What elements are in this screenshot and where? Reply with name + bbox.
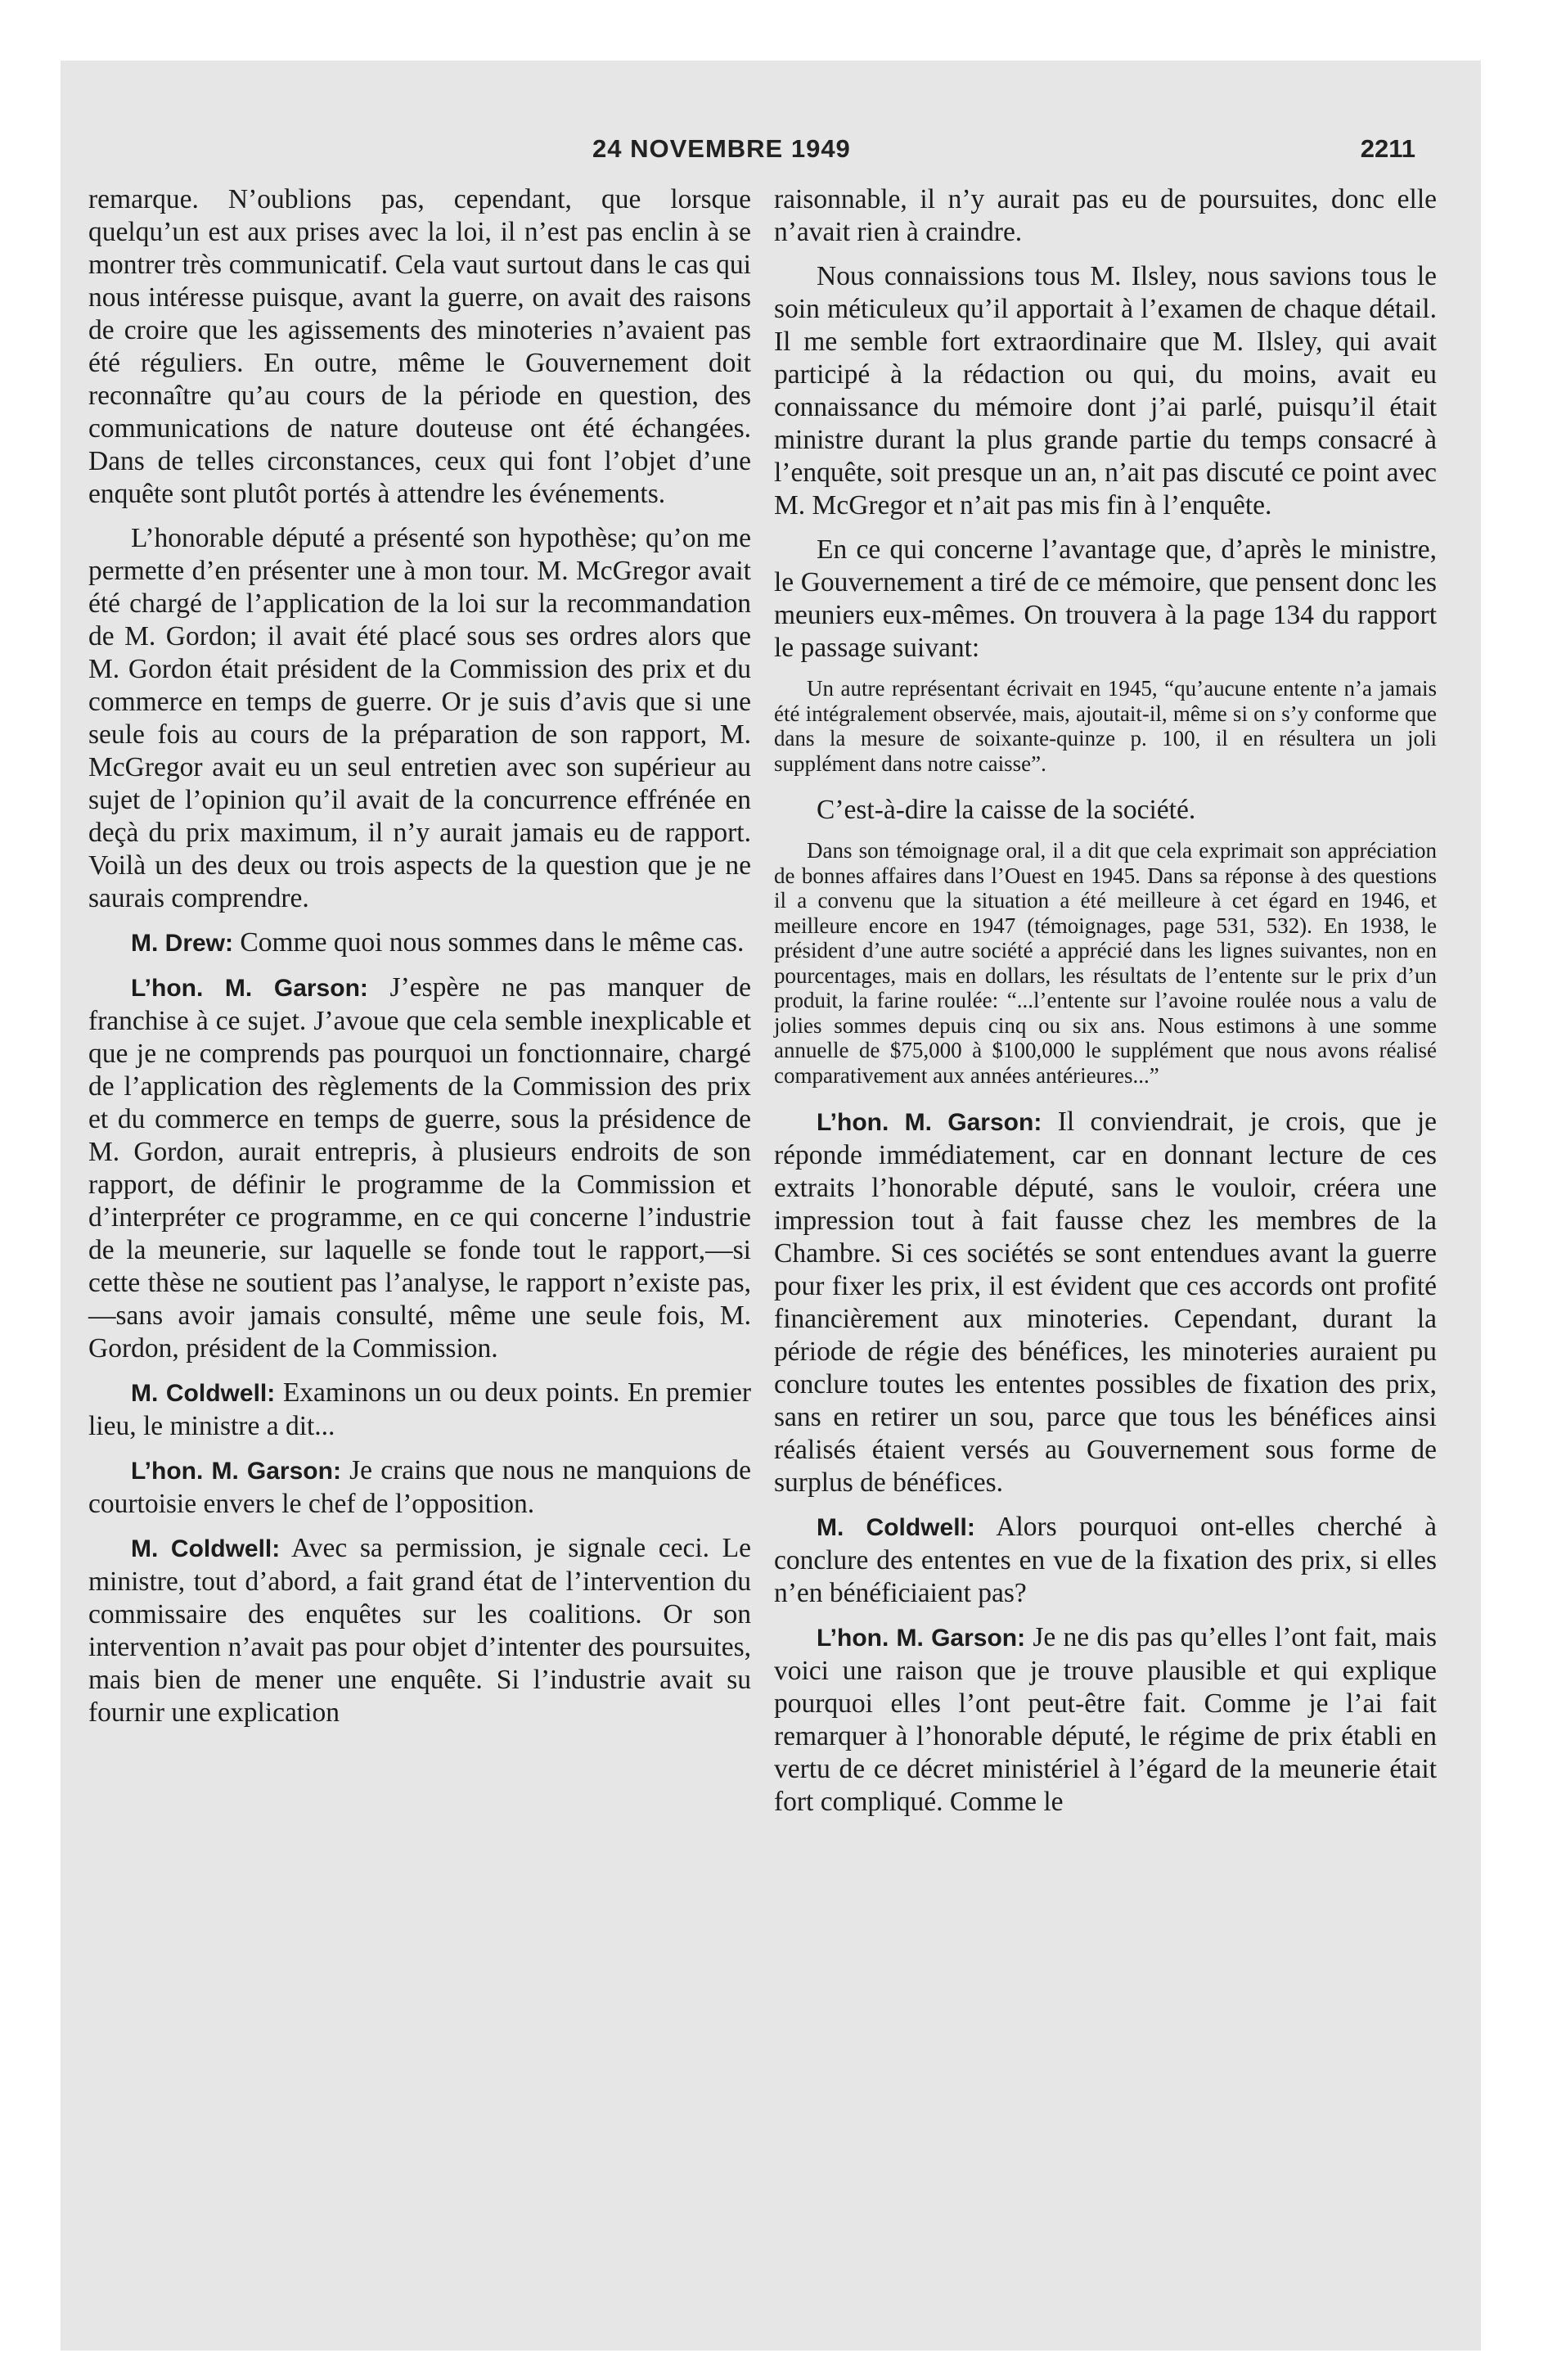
speech: L’hon. M. Garson: Il conviendrait, je crois, que je réponde immédiatement, car en donnant lecture de ces extraits l’honorable député, sans le vouloir, créera une impression tout à fait fausse chez les membres de la Chambre. Si ces sociétés se sont entendues avant la guerre pour fixer les prix, il est évident que ces accords ont profité financièrement aux minoteries. Cependant, durant la période de régie des bénéfices, les minoteries auraient pu conclure toutes les ententes possibles de fixation des prix, sans en retirer un sou, parce que tous les bénéfices ainsi réalisés étaient versés au Gouvernement sous forme de surplus de bénéfices. (774, 1107, 1437, 1498)
speech: L’hon. M. Garson: Je crains que nous ne manquions de courtoisie envers le chef de l’opposition. (88, 1455, 751, 1519)
speech: M. Coldwell: Examinons un ou deux points. En premier lieu, le ministre a dit... (88, 1377, 751, 1441)
speech: M. Coldwell: Alors pourquoi ont-elles cherché à conclure des ententes en vue de la fixation des prix, si elles n’en bénéficiaient pas? (774, 1512, 1437, 1608)
right-column (774, 183, 1437, 1830)
paragraph: C’est-à-dire la caisse de la société. (817, 795, 1196, 825)
quote-text: Dans son témoignage oral, il a dit que cela exprimait son appréciation de bonnes affaires dans l’Ouest en 1945. Dans sa réponse à des questions il a convenu que la situation a été meilleure à cet égard en 1946, et meilleure encore en 1947 (témoignages, page 531, 532). En 1938, le président d’une autre société a apprécié dans les lignes suivantes, non en pourcentages, mais en dollars, les résultats de l’entente sur le prix d’un produit, la farine roulée: “...l’entente sur l’avoine roulée nous a valu de jolies sommes depuis cinq ou six ans. Nous estimons à une somme annuelle de $75,000 à $100,000 le supplément que nous avons réalisé comparativement aux années antérieures...” (774, 838, 1437, 1088)
speaker-name: L’hon. M. Garson: (817, 1625, 1026, 1652)
speech: L’hon. M. Garson: Je ne dis pas qu’elles l’ont fait, mais voici une raison que je trouve plausible et qui explique pourquoi elles l’ont peut-être fait. Comme je l’ai fait remarquer à l’honorable député, le régime de prix établi en vertu de ce décret ministériel à l’égard de la meunerie était fort compliqué. Comme le (774, 1622, 1437, 1817)
page-sheet (61, 61, 1481, 2351)
page-number: 2211 (1360, 134, 1415, 163)
speaker-name: M. Coldwell: (131, 1535, 281, 1562)
speaker-name: L’hon. M. Garson: (131, 1458, 341, 1485)
speaker-name: M. Coldwell: (131, 1380, 276, 1407)
speaker-name: M. Coldwell: (817, 1514, 975, 1541)
block-quote (774, 838, 1437, 1088)
paragraph: En ce qui concerne l’avantage que, d’après le ministre, le Gouvernement a tiré de ce mémoire, que pensent donc les meuniers eux-mêmes. On trouvera à la page 134 du rapport le passage suivant: (774, 534, 1437, 663)
paragraph: remarque. N’oublions pas, cependant, que lorsque quelqu’un est aux prises avec la loi, il n’est pas enclin à se montrer très communicatif. Cela vaut surtout dans le cas qui nous intéresse puisque, avant la guerre, on avait des raisons de croire que les agissements des minoteries n’avaient pas été réguliers. En outre, même le Gouvernement doit reconnaître qu’au cours de la période en question, des communications de nature douteuse ont été échangées. Dans de telles circonstances, ceux qui font l’objet d’une enquête sont plutôt portés à attendre les événements. (88, 184, 751, 509)
paragraph: raisonnable, il n’y aurait pas eu de poursuites, donc elle n’avait rien à craindre. (774, 184, 1437, 247)
speaker-name: L’hon. M. Garson: (131, 975, 368, 1002)
speech: M. Drew: Comme quoi nous sommes dans le même cas. (131, 927, 745, 958)
paragraph: Nous connaissions tous M. Ilsley, nous savions tous le soin méticuleux qu’il apportait à l’examen de chaque détail. Il me semble fort extraordinaire que M. Ilsley, qui avait participé à la rédaction ou qui, du moins, avait eu connaissance du mémoire dont j’ai parlé, puisqu’il était ministre durant la plus grande partie du temps consacré à l’enquête, soit presque un an, n’ait pas discuté ce point avec M. McGregor et n’ait pas mis fin à l’enquête. (774, 261, 1437, 521)
left-column (88, 183, 751, 1741)
quote-text: Un autre représentant écrivait en 1945, “qu’aucune entente n’a jamais été intégralement observée, mais, ajoutait-il, même si on s’y conforme que dans la mesure de soixante-quinze p. 100, il en résultera un joli supplément dans notre caisse”. (774, 676, 1437, 776)
header-date: 24 NOVEMBRE 1949 (592, 134, 851, 163)
page-header (61, 134, 1481, 183)
block-quote (774, 676, 1437, 776)
paragraph: L’honorable député a présenté son hypothèse; qu’on me permette d’en présenter une à mon tour. M. McGregor avait été chargé de l’application de la loi sur la recommandation de M. Gordon; il avait été placé sous ses ordres alors que M. Gordon était président de la Commission des prix et du commerce en temps de guerre. Or je suis d’avis que si une seule fois au cours de la préparation de son rapport, M. McGregor avait eu un seul entretien avec son supérieur au sujet de l’opinion qu’il avait de la concurrence effrénée en deçà du prix maximum, il n’y aurait jamais eu de rapport. Voilà un des deux ou trois aspects de la question que je ne saurais comprendre. (88, 523, 751, 913)
speech: M. Coldwell: Avec sa permission, je signale ceci. Le ministre, tout d’abord, a fait grand état de l’intervention du commissaire des enquêtes sur les coalitions. Or son intervention n’avait pas pour objet d’intenter des poursuites, mais bien de mener une enquête. Si l’industrie avait su fournir une explication (88, 1533, 751, 1728)
speaker-name: L’hon. M. Garson: (817, 1109, 1042, 1136)
speaker-name: M. Drew: (131, 930, 234, 957)
speech: L’hon. M. Garson: J’espère ne pas manquer de franchise à ce sujet. J’avoue que cela semble inexplicable et que je ne comprends pas pourquoi un fonctionnaire, chargé de l’application des règlements de la Commission des prix et du commerce en temps de guerre, sous la présidence de M. Gordon, aurait entrepris, à plusieurs endroits de son rapport, de définir le programme de la Commission et d’interpréter ce programme, en ce qui concerne l’industrie de la meunerie, sur laquelle se fonde tout le rapport,—si cette thèse ne soutient pas l’analyse, le rapport n’existe pas, —sans avoir jamais consulté, même une seule fois, M. Gordon, président de la Commission. (88, 972, 751, 1364)
